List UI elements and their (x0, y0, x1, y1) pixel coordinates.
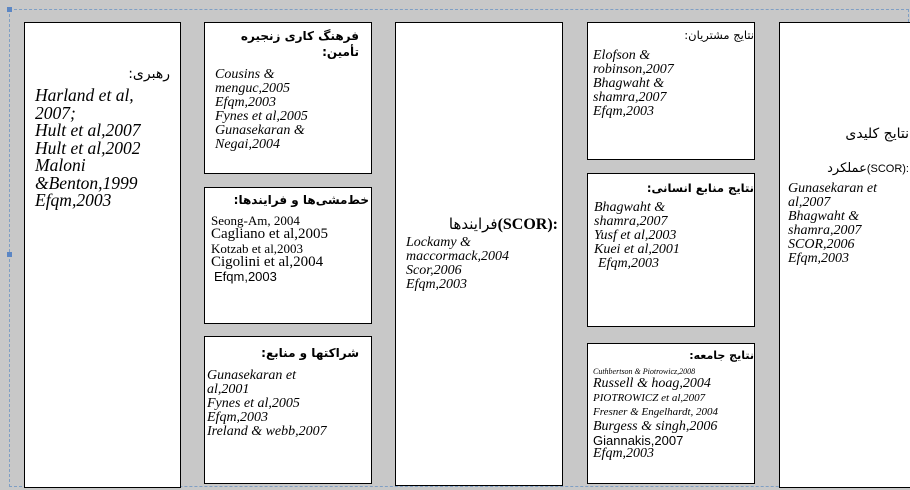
reference-line: Cousins & (215, 67, 275, 82)
leadership-box (24, 22, 181, 488)
policies-processes-box (204, 187, 372, 324)
customer-results-refs (593, 49, 674, 119)
reference-line: shamra,2007 (593, 90, 667, 105)
reference-line: PIOTROWICZ et al,2007 (593, 392, 706, 405)
reference-line: shamra,2007 (594, 214, 668, 229)
reference-line: Gunasekaran et (207, 368, 297, 383)
reference-line: Bhagwaht & (788, 209, 860, 224)
reference-line: 2007; (35, 102, 76, 123)
reference-line: Gunasekaran et (788, 181, 878, 196)
processes-scor-heading-paren: (SCOR): (497, 216, 558, 233)
reference-line: Scor,2006 (406, 263, 462, 278)
reference-line: Lockamy & (406, 235, 471, 250)
reference-line: Elofson & (593, 48, 651, 63)
reference-line: &Benton,1999 (35, 172, 138, 193)
reference-line: Ireland & webb,2007 (207, 424, 327, 439)
partnerships-resources-refs (207, 369, 327, 439)
partnerships-resources-box (204, 336, 372, 484)
processes-scor-refs (406, 236, 509, 292)
customer-results-heading: نتایج مشتریان: (684, 28, 754, 42)
leadership-heading: رهبری: (128, 66, 170, 82)
reference-line: Burgess & singh,2006 (593, 418, 718, 434)
key-results-heading-paren: (SCOR): (866, 163, 909, 175)
key-results-heading-line1: نتایج کلیدی (845, 126, 909, 142)
people-results-box (587, 173, 755, 327)
reference-line: Bhagwaht & (593, 76, 665, 91)
key-results-refs (788, 182, 877, 266)
reference-line: Kuei et al,2001 (594, 242, 680, 257)
resize-handle-top-left[interactable] (7, 7, 12, 12)
supply-chain-culture-refs (215, 68, 308, 152)
reference-line: Efqm,2003 (598, 256, 660, 271)
society-results-box (587, 343, 755, 484)
resize-handle-left[interactable] (7, 252, 12, 257)
partnerships-resources-heading: شراکتها و منابع: (261, 346, 359, 360)
reference-line: Fresner & Engelhardt, 2004 (593, 406, 719, 419)
supply-chain-culture-box (204, 22, 372, 174)
reference-line: Negai,2004 (215, 137, 280, 152)
reference-line: Russell & hoag,2004 (593, 376, 711, 392)
reference-line: Seong-Am, 2004 (211, 213, 300, 228)
reference-line: Giannakis,2007 (593, 432, 684, 448)
processes-scor-box (395, 22, 563, 486)
people-results-refs (594, 201, 680, 271)
people-results-heading: نتایج منابع انسانی: (646, 181, 754, 195)
reference-line: Bhagwaht & (594, 200, 666, 215)
reference-line: shamra,2007 (788, 223, 862, 238)
leadership-refs (35, 87, 140, 210)
processes-scor-heading (449, 215, 558, 235)
reference-line: Efqm,2003 (214, 269, 277, 284)
reference-line: robinson,2007 (593, 62, 674, 77)
reference-line: Efqm,2003 (406, 277, 468, 292)
key-results-box (779, 22, 910, 488)
reference-line: Fynes et al,2005 (215, 109, 308, 124)
customer-results-box (587, 22, 755, 160)
reference-line: Hult et al,2002 (35, 137, 141, 158)
reference-line: SCOR,2006 (788, 237, 855, 252)
supply-chain-culture-heading: فرهنگ کاری زنجیره تأمین: (240, 29, 359, 59)
reference-line: Kotzab et al,2003 (211, 241, 304, 256)
reference-line: Efqm,2003 (788, 251, 850, 266)
reference-line: Fynes et al,2005 (207, 396, 300, 411)
reference-line: Cigolini et al,2004 (211, 254, 324, 270)
policies-processes-heading: خط‌مشی‌ها و فرایندها: (233, 193, 369, 207)
processes-scor-heading-fa: فرایندها (448, 215, 498, 233)
reference-line: Gunasekaran & (215, 123, 305, 138)
key-results-heading-line2 (827, 159, 909, 178)
key-results-heading-fa: عملکرد (827, 161, 867, 176)
reference-line: Yusf et al,2003 (594, 228, 677, 243)
reference-line: Harland et al, (35, 85, 134, 105)
reference-line: menguc,2005 (215, 81, 291, 96)
reference-line: Efqm,2003 (593, 104, 655, 119)
society-results-refs (593, 366, 718, 461)
reference-line: Efqm,2003 (215, 95, 277, 110)
reference-line: Efqm,2003 (593, 445, 655, 461)
society-results-heading: نتایج جامعه: (689, 349, 754, 362)
policies-processes-refs (211, 214, 328, 283)
reference-line: Maloni (35, 155, 86, 175)
reference-line: Cuthbertson & Piotrowicz,2008 (593, 367, 696, 376)
reference-line: Cagliano et al,2005 (211, 226, 329, 242)
reference-line: al,2001 (207, 382, 250, 397)
reference-line: al,2007 (788, 195, 831, 210)
reference-line: Efqm,2003 (35, 190, 112, 210)
reference-line: Efqm,2003 (207, 410, 269, 425)
reference-line: Hult et al,2007 (35, 120, 141, 140)
reference-line: maccormack,2004 (406, 249, 510, 264)
